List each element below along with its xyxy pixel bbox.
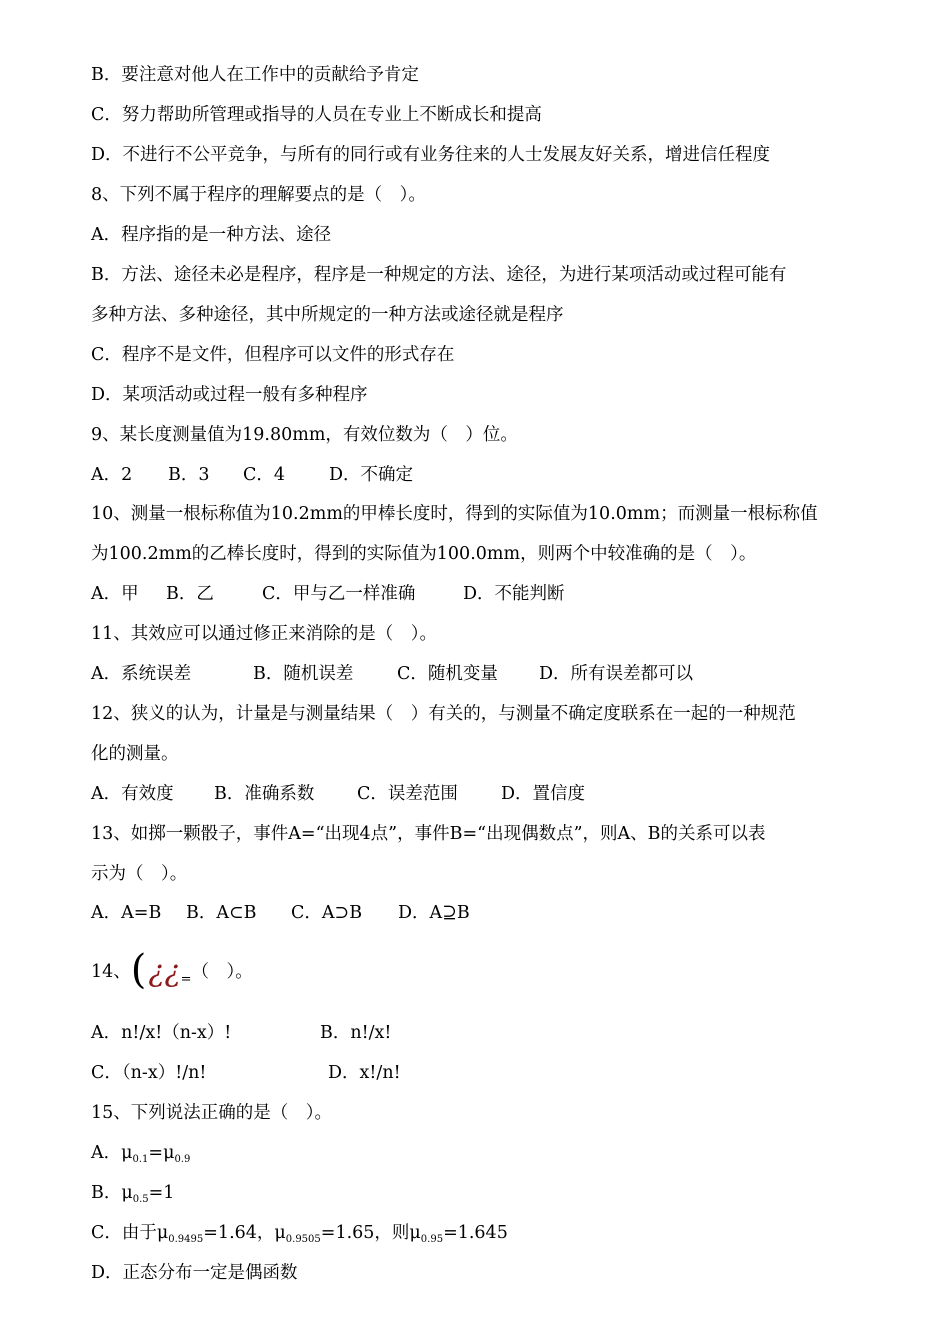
q15-c-sub3: 0.95 — [420, 1234, 444, 1245]
q14-formula-paren: ( — [130, 947, 147, 993]
q13-option-b: B．A⊂B — [186, 903, 257, 923]
q8-option-d: D．某项活动或过程一般有多种程序 — [91, 385, 368, 405]
q10-option-c: C．甲与乙一样准确 — [262, 584, 416, 604]
q7-option-d: D．不进行不公平竞争，与所有的同行或有业务往来的人士发展友好关系，增进信任程度 — [91, 145, 771, 165]
q11-option-a: A．系统误差 — [91, 664, 192, 684]
q11-stem: 11、其效应可以通过修正来消除的是（ ）。 — [91, 624, 438, 644]
q15-b-lead: B．μ — [91, 1183, 133, 1203]
q12-stem-line1: 12、狭义的认为，计量是与测量结果（ ）有关的，与测量不确定度联系在一起的一种规范 — [91, 704, 796, 724]
q10-stem-line2: 为100.2mm的乙棒长度时，得到的实际值为100.0mm，则两个中较准确的是（ ）。 — [91, 544, 757, 564]
q15-option-b — [91, 1181, 871, 1212]
q10-option-d: D．不能判断 — [463, 584, 565, 604]
q9-option-c: C．4 — [243, 465, 286, 485]
q10-stem-line1: 10、测量一根标称值为10.2mm的甲棒长度时，得到的实际值为10.0mm；而测量一根标称值 — [91, 504, 818, 524]
q15-stem: 15、下列说法正确的是（ ）。 — [91, 1103, 333, 1123]
q12-stem-line2: 化的测量。 — [91, 744, 179, 764]
q11-option-d: D．所有误差都可以 — [539, 664, 694, 684]
q7-option-b: B．要注意对他人在工作中的贡献给予肯定 — [91, 65, 419, 85]
q12-option-c: C．误差范围 — [357, 784, 458, 804]
q14-formula-placeholder: ¿¿ — [148, 954, 181, 989]
q15-c-mid1: =1.64，μ — [203, 1223, 286, 1243]
q14-number: 14、 — [91, 962, 131, 982]
q13-option-a: A．A=B — [91, 903, 162, 923]
q9-option-a: A．2 — [91, 465, 133, 485]
q15-b-sub1: 0.5 — [132, 1194, 149, 1205]
q15-b-tail: =1 — [148, 1183, 175, 1203]
q15-c-lead: C．由于μ — [91, 1223, 169, 1243]
q7-option-c: C．努力帮助所管理或指导的人员在专业上不断成长和提高 — [91, 105, 542, 125]
q13-option-d: D．A⊇B — [398, 903, 470, 923]
q15-a-sub1: 0.1 — [132, 1154, 149, 1165]
q12-option-d: D．置信度 — [501, 784, 586, 804]
q10-option-a: A．甲 — [91, 584, 139, 604]
q9-stem: 9、某长度测量值为19.80mm，有效位数为（ ）位。 — [91, 425, 518, 445]
q15-option-d: D．正态分布一定是偶函数 — [91, 1263, 298, 1283]
q15-option-c — [91, 1221, 871, 1252]
q12-option-b: B．准确系数 — [214, 784, 315, 804]
q12-option-a: A．有效度 — [91, 784, 174, 804]
q14-option-d: D．x!/n! — [328, 1063, 401, 1083]
q8-option-c: C．程序不是文件，但程序可以文件的形式存在 — [91, 345, 455, 365]
q13-stem-line2: 示为（ ）。 — [91, 864, 188, 884]
q13-stem-line1: 13、如掷一颗骰子，事件A=“出现4点”，事件B=“出现偶数点”，则A、B的关系可以表 — [91, 824, 766, 844]
q14-option-b: B．n!/x! — [320, 1023, 392, 1043]
q14-equals: = — [180, 972, 192, 987]
q9-option-b: B．3 — [168, 465, 210, 485]
q15-c-sub2: 0.9505 — [285, 1234, 321, 1245]
q10-option-b: B．乙 — [166, 584, 214, 604]
q8-option-b-line2: 多种方法、多种途径，其中所规定的一种方法或途径就是程序 — [91, 305, 564, 325]
q15-option-a — [91, 1141, 871, 1172]
q14-blank: （ ）。 — [191, 962, 253, 982]
q9-option-d: D．不确定 — [329, 465, 414, 485]
q15-c-sub1: 0.9495 — [168, 1234, 204, 1245]
q11-option-c: C．随机变量 — [397, 664, 498, 684]
q15-a-sub2: 0.9 — [174, 1154, 191, 1165]
q15-c-mid2: =1.65，则μ — [320, 1223, 421, 1243]
q15-a-lead: A．μ — [91, 1143, 133, 1163]
q14-stem — [91, 947, 871, 993]
q14-option-c: C．（n-x）!/n! — [91, 1063, 207, 1083]
q8-stem: 8、下列不属于程序的理解要点的是（ ）。 — [91, 185, 426, 205]
q14-option-a: A．n!/x!（n-x）! — [91, 1023, 232, 1043]
q13-option-c: C．A⊃B — [291, 903, 363, 923]
q8-option-a: A．程序指的是一种方法、途径 — [91, 225, 332, 245]
q8-option-b-line1: B．方法、途径未必是程序，程序是一种规定的方法、途径，为进行某项活动或过程可能有 — [91, 265, 787, 285]
q11-option-b: B．随机误差 — [253, 664, 354, 684]
q15-c-tail: =1.645 — [443, 1223, 508, 1243]
q15-a-mid: =μ — [148, 1143, 175, 1163]
